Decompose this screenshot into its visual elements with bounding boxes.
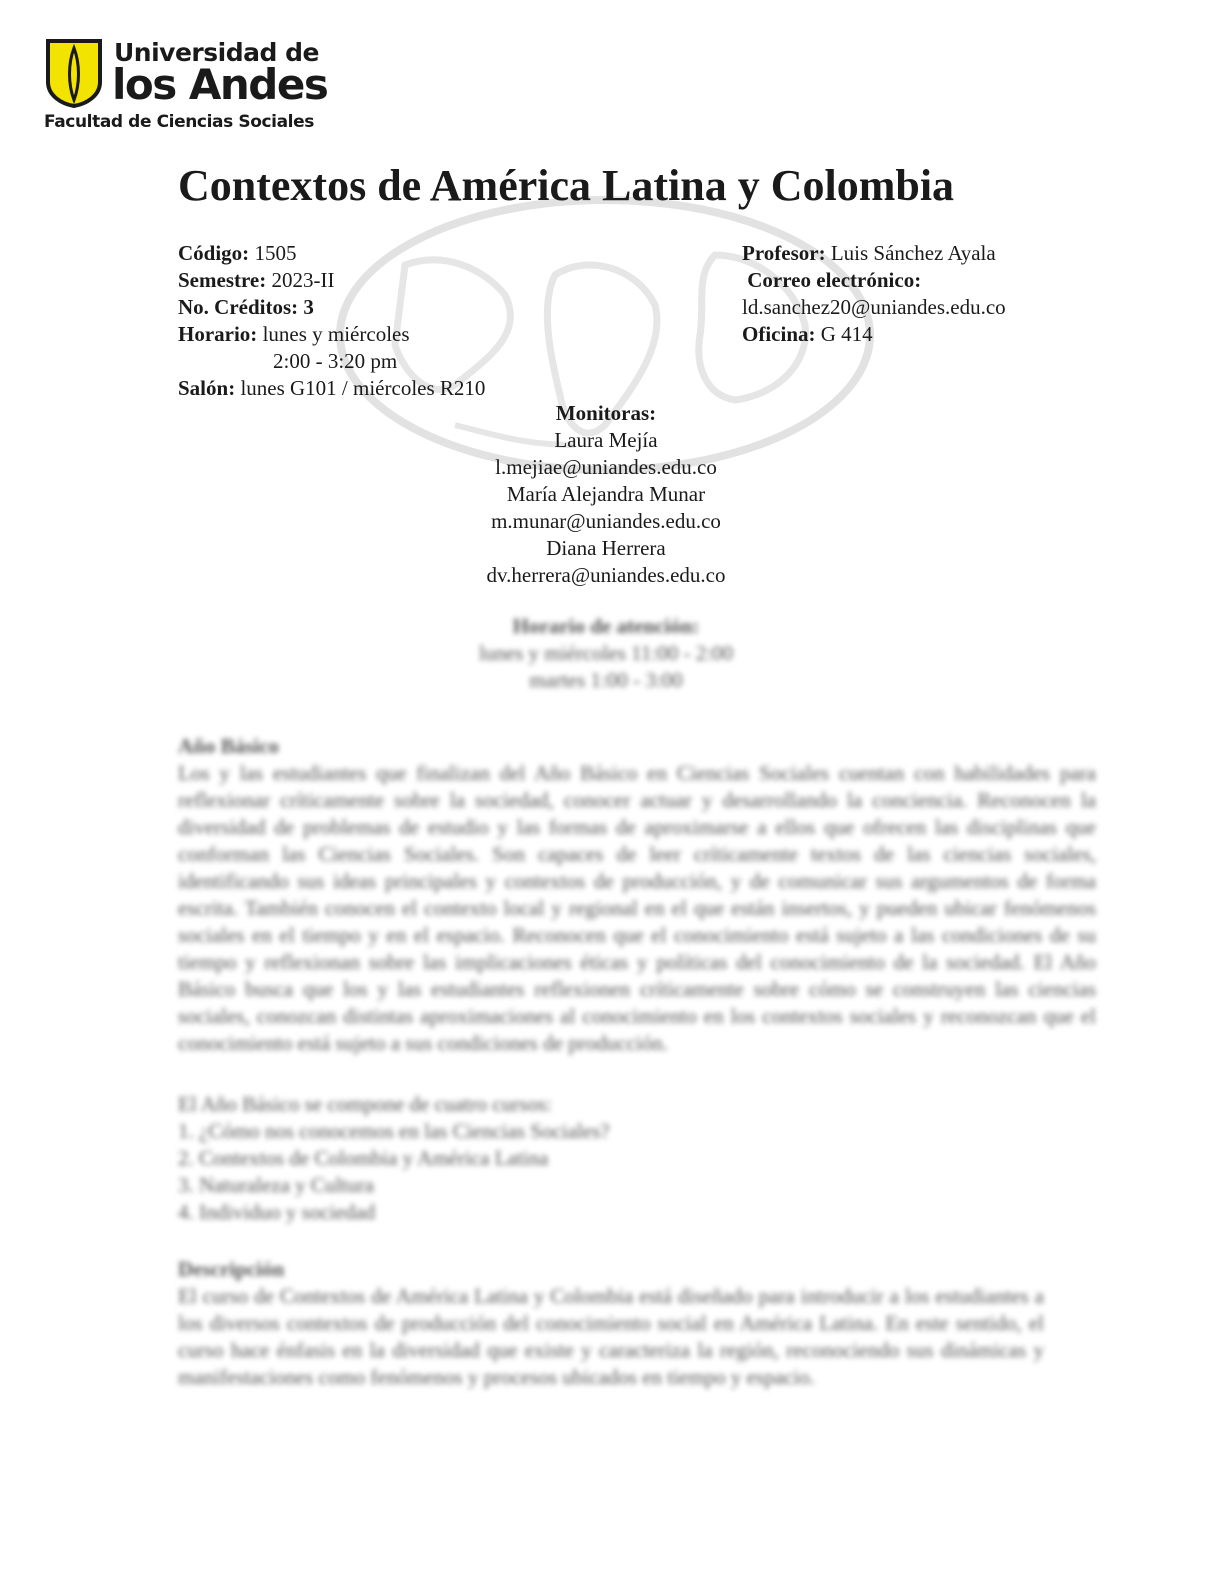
section-paragraph: El curso de Contextos de América Latina y Colombia está diseñado para introducir a los estudiantes a los diversos contextos de producción del conocimiento social en América Latina. En este sentido, el curso hace énfasis en la diversidad que existe y caracteriza la región, reconociendo sus dinámicas y manifestaciones como fenómenos y procesos ubicados en tiempo y espacio.	[178, 1284, 1044, 1389]
courses-list	[178, 1091, 1096, 1226]
course-credits-row: No. Créditos: 3	[178, 295, 314, 319]
monitor-name: Diana Herrera	[546, 536, 666, 560]
monitor-email[interactable]: l.mejiae@uniandes.edu.co	[495, 455, 717, 479]
professor-info	[742, 240, 1006, 348]
logo-faculty-text: Facultad de Ciencias Sociales	[44, 112, 314, 132]
course-room-row: Salón: lunes G101 / miércoles R210	[178, 376, 486, 400]
professor-email-label: Correo electrónico:	[747, 268, 922, 292]
section-heading: Descripción	[178, 1257, 285, 1281]
monitor-name: María Alejandra Munar	[506, 482, 706, 506]
office-hours-line: lunes y miércoles 11:00 - 2:00	[478, 641, 734, 665]
description-section	[178, 1256, 1044, 1391]
office-hours-label: Horario de atención:	[512, 614, 700, 638]
list-item: 4. Individuo y sociedad	[178, 1200, 376, 1224]
course-info	[178, 240, 485, 402]
shield-icon	[44, 38, 104, 108]
professor-row: Profesor: Luis Sánchez Ayala	[742, 241, 996, 265]
section-heading: Año Básico	[178, 734, 279, 758]
professor-office: G 414	[820, 322, 873, 346]
office-hours-line: martes 1:00 - 3:00	[529, 668, 683, 692]
monitors-section	[306, 400, 906, 589]
course-room: lunes G101 / miércoles R210	[240, 376, 486, 400]
course-schedule-time: 2:00 - 3:20 pm	[273, 349, 398, 373]
professor-office-row: Oficina: G 414	[742, 322, 873, 346]
course-schedule-row: Horario: lunes y miércoles	[178, 322, 410, 346]
logo-text-line2: los Andes	[112, 60, 328, 109]
list-item: 1. ¿Cómo nos conocemos en las Ciencias Sociales?	[178, 1119, 610, 1143]
monitor-email[interactable]: dv.herrera@uniandes.edu.co	[486, 563, 726, 587]
monitor-email[interactable]: m.munar@uniandes.edu.co	[491, 509, 721, 533]
basico-section	[178, 733, 1096, 1057]
professor-name: Luis Sánchez Ayala	[830, 241, 996, 265]
monitor-name: Laura Mejía	[554, 428, 658, 452]
course-code-row: Código: 1505	[178, 241, 297, 265]
courses-list-intro: El Año Básico se compone de cuatro cursos:	[178, 1092, 552, 1116]
office-hours	[306, 613, 906, 694]
course-semester: 2023-II	[271, 268, 335, 292]
logo-text-line1: Universidad de	[114, 38, 319, 67]
course-semester-row: Semestre: 2023-II	[178, 268, 335, 292]
course-code: 1505	[254, 241, 297, 265]
list-item: 2. Contextos de Colombia y América Latina	[178, 1146, 549, 1170]
university-logo	[44, 38, 328, 138]
section-paragraph: Los y las estudiantes que finalizan del Año Básico en Ciencias Sociales cuentan con habilidades para reflexionar críticamente sobre la sociedad, conocer actuar y desarrollando la conciencia. Reconocen la diversidad de problemas de estudio y las formas de aproximarse a ellos que ofrecen las disciplinas que conforman las Ciencias Sociales. Son capaces de leer críticamente textos de las ciencias sociales, identificando sus ideas principales y contextos de producción, y de comunicar sus argumentos de forma escrita. También conocen el contexto local y regional en el que están insertos, y pueden ubicar fenómenos sociales en el tiempo y en el espacio. Reconocen que el conocimiento está sujeto a las condiciones de su tiempo y reflexionan sobre las implicaciones éticas y políticas del conocimiento de la sociedad. El Año Básico busca que los y las estudiantes reflexionen críticamente sobre cómo se construyen las ciencias sociales, conozcan distintas aproximaciones al conocimiento en los contextos sociales y reconozcan que el conocimiento está sujeto a sus condiciones de producción.	[178, 761, 1096, 1055]
page-title: Contextos de América Latina y Colombia	[178, 161, 955, 210]
course-schedule-days: lunes y miércoles	[262, 322, 410, 346]
list-item: 3. Naturaleza y Cultura	[178, 1173, 374, 1197]
monitors-label: Monitoras:	[555, 401, 657, 425]
professor-email[interactable]: ld.sanchez20@uniandes.edu.co	[742, 295, 1006, 319]
